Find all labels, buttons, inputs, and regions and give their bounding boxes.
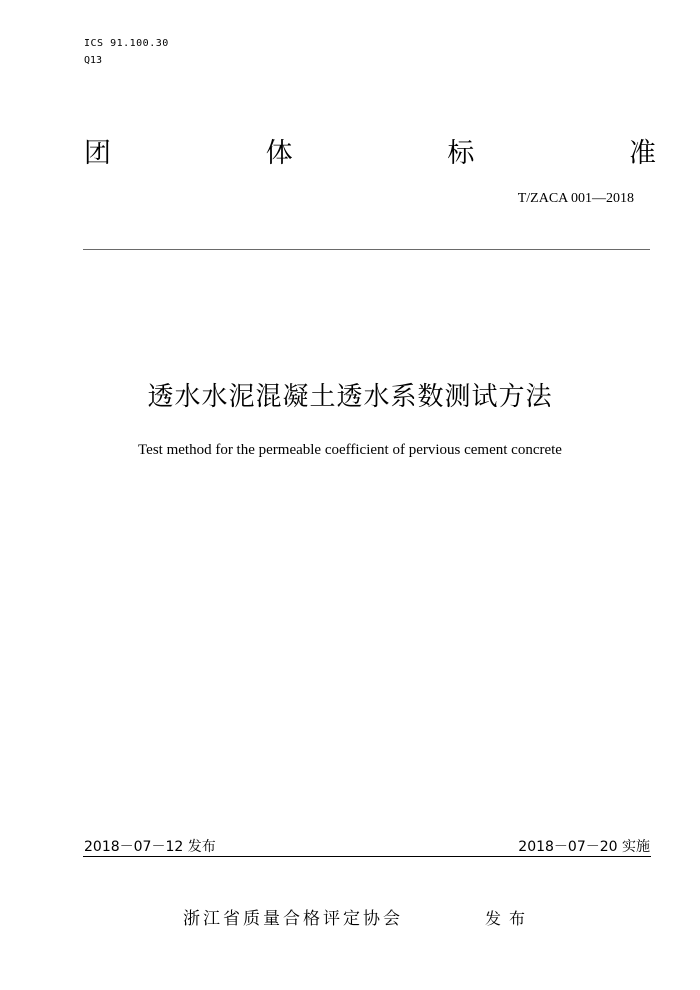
bottom-divider <box>83 856 651 857</box>
classification-code: Q13 <box>84 55 103 66</box>
issuer-name: 浙江省质量合格评定协会 <box>183 909 403 929</box>
standard-type-char: 团 <box>84 138 111 169</box>
standard-type-char: 体 <box>265 138 293 169</box>
top-divider <box>83 249 650 250</box>
standard-type-char: 准 <box>628 138 656 169</box>
issuer-action: 发布 <box>485 909 534 928</box>
document-title-chinese: 透水水泥混凝土透水系数测试方法 <box>147 382 553 412</box>
implementation-date: 2018－07－20 实施 <box>518 839 650 855</box>
standard-number: T/ZACA 001—2018 <box>517 191 634 206</box>
document-title-english: Test method for the permeable coefficient of pervious cement concrete <box>138 442 562 458</box>
ics-code: ICS 91.100.30 <box>84 38 169 49</box>
publish-date: 2018－07－12 发布 <box>84 839 216 855</box>
standard-type-heading <box>84 138 656 170</box>
standard-type-char: 标 <box>447 138 475 169</box>
